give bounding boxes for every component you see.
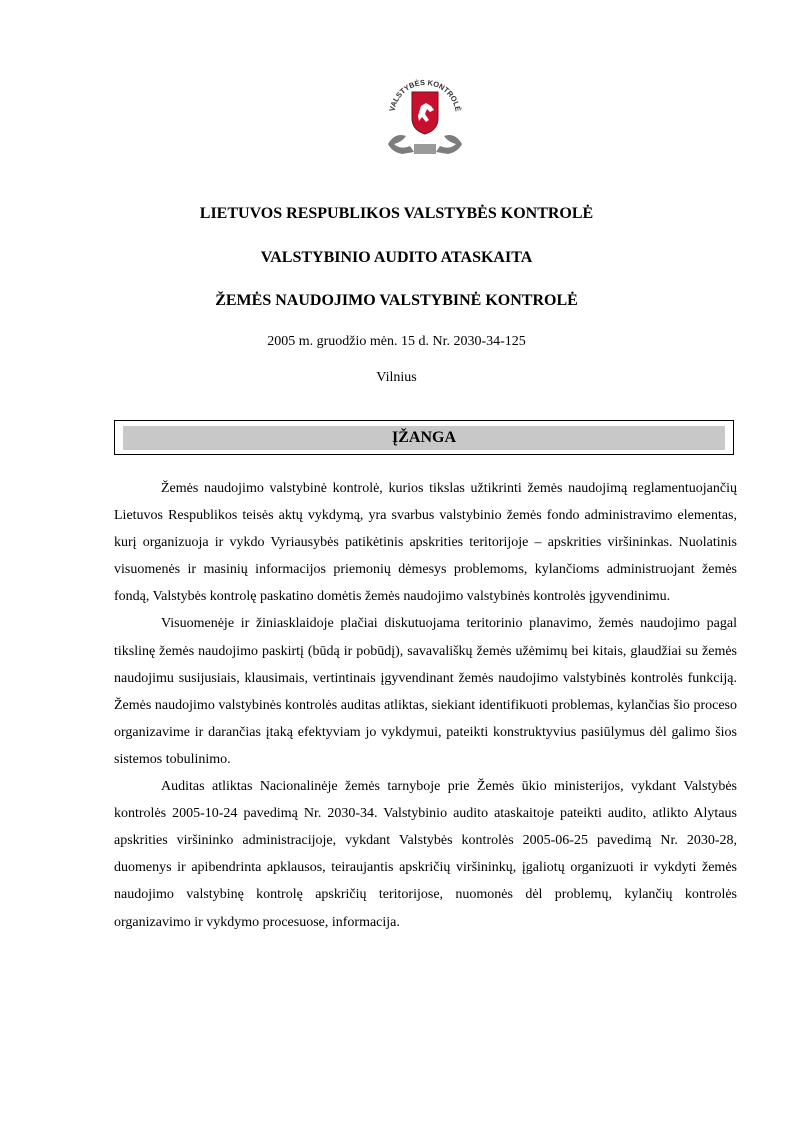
valstybes-kontrole-logo [380,70,470,160]
paragraph: Žemės naudojimo valstybinė kontrolė, kurios tikslas užtikrinti žemės naudojimą reglamentuojančių Lietuvos Respublikos teisės aktų vykdymą, yra svarbus valstybinio žemės fondo administravimo elementas, kurį organizuoja ir vykdo Vyriausybės patikėtinis apskrities teritorijoje – apskrities viršininkas. Nuolatinis visuomenės ir masinių informacijos priemonių dėmesys problemoms, kylančioms administruojant žemės fondą, Valstybės kontrolę paskatino domėtis žemės naudojimo valstybinės kontrolės įgyvendinimu. [114,481,737,605]
report-type: VALSTYBINIO AUDITO ATASKAITA [260,249,533,266]
paragraph: Visuomenėje ir žiniasklaidoje plačiai diskutuojama teritorinio planavimo, žemės naudojimo pagal tikslinę žemės naudojimo paskirtį (būdą ir pobūdį), savavališkų žemės užėmimų bei kitais, glaudžiai su žemės naudojimu susijusiais, klausimais, vertintinais įgyvendinant žemės naudojimo valstybinės kontrolės funkciją. Žemės naudojimo valstybinės kontrolės auditas atliktas, siekiant identifikuoti problemas, kylančias šio proceso organizavime ir darančias įtaką efektyviam jo vykdymui, pateikti konstruktyvius pasiūlymus dėl galimo šios sistemos tobulinimo. [114,616,737,767]
section-heading-box [114,420,734,455]
report-title: ŽEMĖS NAUDOJIMO VALSTYBINĖ KONTROLĖ [215,292,578,309]
laurel-right [436,135,462,154]
paragraph: Auditas atliktas Nacionalinėje žemės tarnyboje prie Žemės ūkio ministerijos, vykdant Valstybės kontrolės 2005-10-24 pavedimą Nr. 2030-34. Valstybinio audito ataskaitoje pateikti audito, atlikto Alytaus apskrities viršininko administracijoje, vykdant Valstybės kontrolės 2005-06-25 pavedimą Nr. 2030-28, duomenys ir apibendrinta apklausos, teiraujantis apskričių viršininkų, įgaliotų organizuoti ir vykdyti žemės naudojimo valstybinę kontrolę apskričių teritorijose, nuomonės dėl problemų, kylančių kontrolės organizavimo ir vykdymo procesuose, informacija. [114,779,737,930]
logo-ring-text: VALSTYBĖS KONTROLĖ [387,77,463,113]
introduction-body [114,475,737,936]
report-date-number: 2005 m. gruodžio mėn. 15 d. Nr. 2030-34-125 [267,334,526,349]
section-heading: ĮŽANGA [123,426,725,450]
organization-title: LIETUVOS RESPUBLIKOS VALSTYBĖS KONTROLĖ [199,205,594,222]
logo-base [414,144,436,154]
laurel-left [388,135,414,154]
report-city: Vilnius [376,370,417,385]
